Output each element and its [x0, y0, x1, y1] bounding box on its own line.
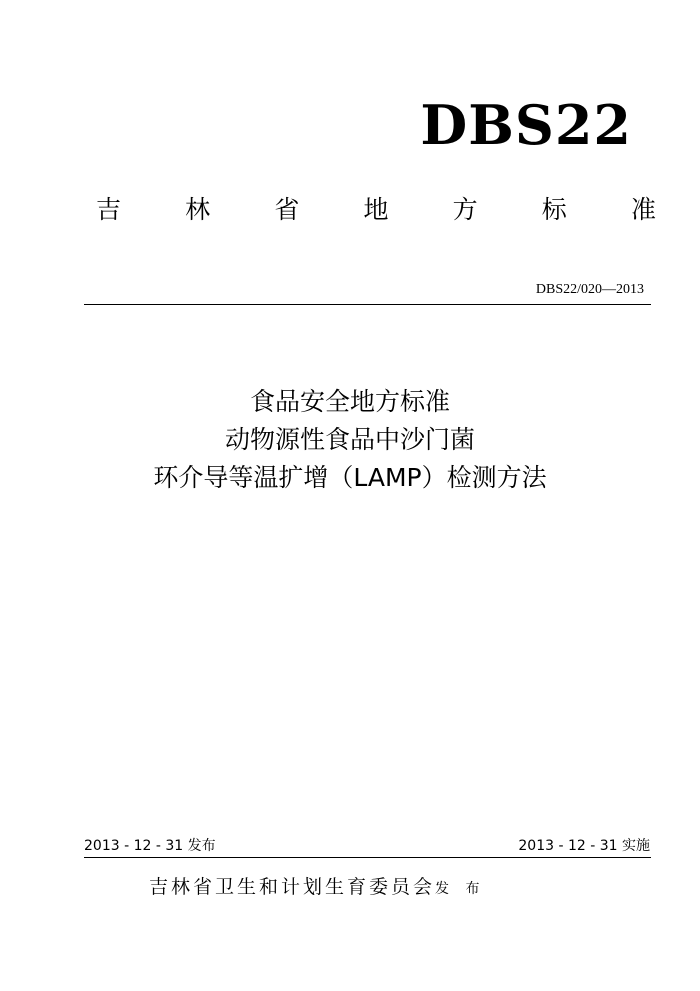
standard-number: DBS22/020—2013 — [535, 282, 644, 297]
standard-code-prefix: DBS22 — [420, 93, 632, 157]
standard-type-char: 吉 — [96, 195, 122, 224]
document-title — [0, 383, 700, 497]
standard-type-heading — [96, 197, 656, 222]
standard-type-char: 方 — [452, 195, 478, 224]
implement-date: 2013 - 12 - 31 实施 — [518, 838, 650, 854]
issuer-name: 吉林省卫生和计划生育委员会 — [149, 876, 436, 898]
header-divider — [84, 304, 651, 305]
standard-type-char: 林 — [185, 195, 211, 224]
title-line-1: 食品安全地方标准 — [249, 387, 450, 416]
standard-type-char: 地 — [363, 195, 389, 224]
issue-date: 2013 - 12 - 31 发布 — [84, 838, 216, 854]
issuer — [149, 878, 485, 897]
standard-type-char: 准 — [630, 195, 656, 224]
title-line-2: 动物源性食品中沙门菌 — [224, 425, 475, 454]
standard-type-char: 标 — [541, 195, 567, 224]
footer-divider — [84, 857, 651, 858]
issuer-suffix: 发 布 — [435, 881, 486, 897]
title-line-3: 环介导等温扩增（LAMP）检测方法 — [153, 463, 547, 492]
standard-type-char: 省 — [274, 195, 300, 224]
